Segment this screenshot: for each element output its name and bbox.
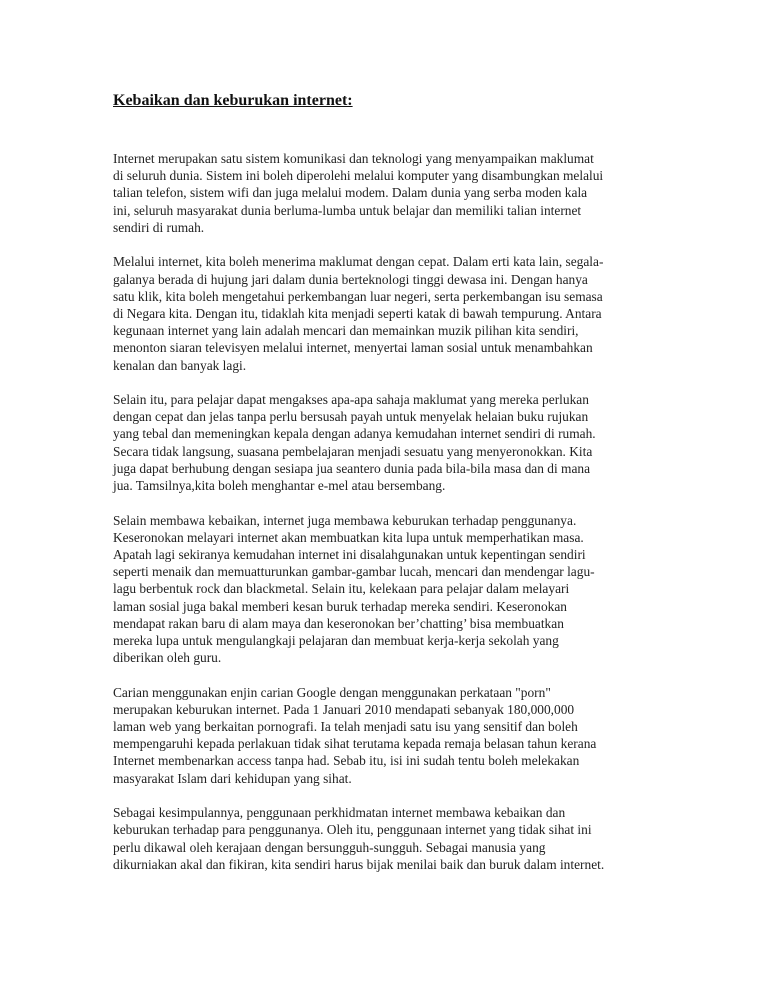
paragraph-line: laman web yang berkaitan pornografi. Ia telah menjadi satu isu yang sensitif dan boleh: [113, 719, 578, 735]
paragraph-line: mempengaruhi kepada perlakuan tidak sihat terutama kepada remaja belasan tahun kerana: [113, 736, 597, 752]
paragraph-line: dikurniakan akal dan fikiran, kita sendiri harus bijak menilai baik dan buruk dalam internet.: [113, 856, 605, 872]
paragraph-line: laman sosial juga bakal memberi kesan buruk terhadap mereka sendiri. Keseronokan: [113, 598, 568, 614]
paragraph-benefits: [113, 253, 673, 373]
paragraph-intro: [113, 150, 673, 236]
paragraph-line: satu klik, kita boleh mengetahui perkembangan luar negeri, serta perkembangan isu semasa: [113, 288, 603, 304]
paragraph-line: perlu dikawal oleh kerajaan dengan bersungguh-sungguh. Sebagai manusia yang: [113, 839, 546, 855]
paragraph-line: di Negara kita. Dengan itu, tidaklah kita menjadi seperti katak di bawah tempurung. Antara: [113, 305, 602, 321]
paragraph-drawbacks: [113, 512, 673, 667]
paragraph-line: Carian menggunakan enjin carian Google dengan menggunakan perkataan "porn": [113, 684, 551, 700]
document-title: Kebaikan dan keburukan internet:: [113, 92, 353, 109]
paragraph-line: Sebagai kesimpulannya, penggunaan perkhidmatan internet membawa kebaikan dan: [113, 805, 566, 821]
paragraph-pornography: [113, 684, 673, 787]
paragraph-line: keburukan terhadap para penggunanya. Oleh itu, penggunaan internet yang tidak sihat ini: [113, 822, 592, 838]
paragraph-line: Internet merupakan satu sistem komunikasi dan teknologi yang menyampaikan maklumat: [113, 151, 594, 166]
paragraph-line: sendiri di rumah.: [113, 219, 205, 235]
paragraph-line: kenalan dan banyak lagi.: [113, 357, 247, 373]
paragraph-line: dengan cepat dan jelas tanpa perlu bersusah payah untuk menyelak helaian buku rujukan: [113, 409, 589, 425]
paragraph-line: juga dapat berhubung dengan sesiapa jua seantero dunia pada bila-bila masa dan di mana: [113, 460, 591, 476]
paragraph-line: Melalui internet, kita boleh menerima maklumat dengan cepat. Dalam erti kata lain, segala-: [113, 254, 604, 270]
paragraph-line: jua. Tamsilnya,kita boleh menghantar e-mel atau bersembang.: [113, 478, 446, 494]
paragraph-line: Selain membawa kebaikan, internet juga membawa keburukan terhadap penggunanya.: [113, 512, 577, 528]
paragraph-students: [113, 391, 673, 494]
paragraph-line: yang tebal dan memeningkan kepala dengan adanya kemudahan internet sendiri di rumah.: [113, 426, 596, 442]
paragraph-conclusion: [113, 804, 673, 873]
paragraph-line: galanya berada di hujung jari dalam dunia berteknologi tinggi dewasa ini. Dengan hanya: [113, 271, 588, 287]
paragraph-line: mereka lupa untuk mengulangkaji pelajaran dan membuat kerja-kerja sekolah yang: [113, 632, 559, 648]
paragraph-line: menonton siaran televisyen melalui internet, menyertai laman sosial untuk menambahkan: [113, 340, 593, 356]
paragraph-line: kegunaan internet yang lain adalah mencari dan memainkan muzik pilihan kita sendiri,: [113, 323, 579, 339]
paragraph-line: seperti menaik dan memuatturunkan gambar-gambar lucah, mencari dan mendengar lagu-: [113, 564, 595, 580]
paragraph-line: diberikan oleh guru.: [113, 650, 222, 666]
paragraph-line: talian telefon, sistem wifi dan juga melalui modem. Dalam dunia yang serba moden kala: [113, 185, 588, 201]
paragraph-line: masyarakat Islam dari kehidupan yang sihat.: [113, 770, 352, 786]
paragraph-line: Selain itu, para pelajar dapat mengakses apa-apa sahaja maklumat yang mereka perlukan: [113, 392, 589, 408]
paragraph-line: mendapat rakan baru di alam maya dan keseronokan ber’chatting’ bisa membuatkan: [113, 615, 564, 631]
paragraph-line: merupakan keburukan internet. Pada 1 Januari 2010 mendapati sebanyak 180,000,000: [113, 701, 575, 717]
paragraph-line: Keseronokan melayari internet akan membuatkan kita lupa untuk memperhatikan masa.: [113, 529, 584, 545]
document-body: [113, 150, 673, 890]
paragraph-line: Secara tidak langsung, suasana pembelajaran menjadi sesuatu yang menyeronokkan. Kita: [113, 443, 593, 459]
paragraph-line: Apatah lagi sekiranya kemudahan internet ini disalahgunakan untuk kepentingan sendiri: [113, 546, 586, 562]
paragraph-line: ini, seluruh masyarakat dunia berluma-lumba untuk belajar dan memiliki talian internet: [113, 202, 582, 218]
paragraph-line: lagu berbentuk rock dan blackmetal. Selain itu, kelekaan para pelajar dalam melayari: [113, 581, 570, 597]
paragraph-line: di seluruh dunia. Sistem ini boleh diperolehi melalui komputer yang disambungkan melalui: [113, 168, 604, 184]
paragraph-line: Internet membenarkan access tanpa had. Sebab itu, isi ini sudah tentu boleh melekakan: [113, 753, 580, 769]
